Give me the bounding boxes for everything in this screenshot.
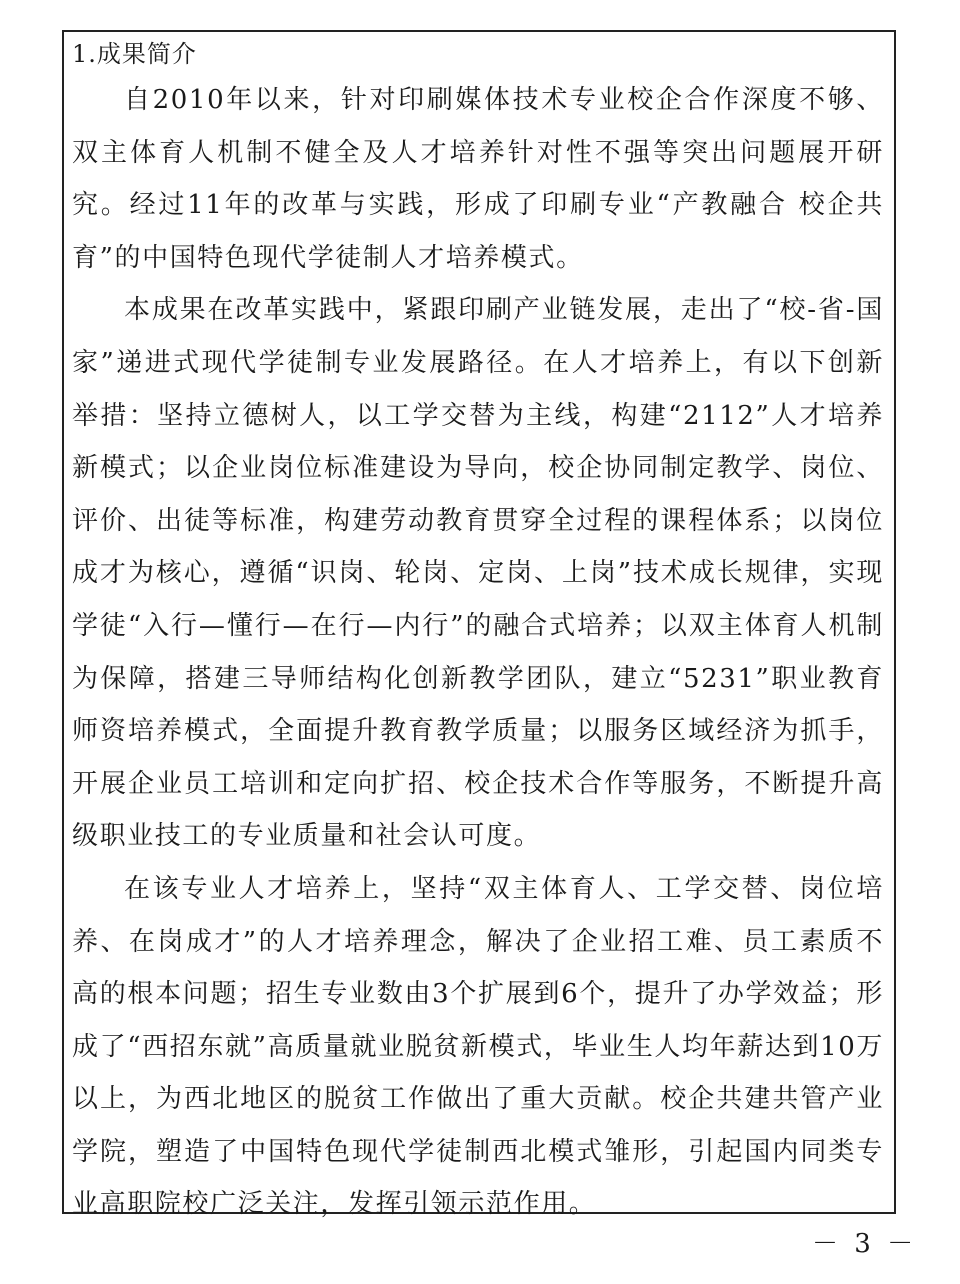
page-number: － 3 － (812, 1229, 918, 1259)
paragraph-1: 自2010年以来，针对印刷媒体技术专业校企合作深度不够、双主体育人机制不健全及人才培养针对性不强等突出问题展开研究。经过11年的改革与实践，形成了印刷专业“产教融合 校企共育”的中国特色现代学徒制人才培养模式。 (72, 85, 884, 273)
section-title: 1.成果简介 (72, 40, 197, 68)
paragraph-2: 本成果在改革实践中，紧跟印刷产业链发展，走出了“校-省-国家”递进式现代学徒制专业发展路径。在人才培养上，有以下创新举措：坚持立德树人，以工学交替为主线，构建“2112”人才培养新模式；以企业岗位标准建设为导向，校企协同制定教学、岗位、评价、出徒等标准，构建劳动教育贯穿全过程的课程体系；以岗位成才为核心，遵循“识岗、轮岗、定岗、上岗”技术成长规律，实现学徒“入行—懂行—在行—内行”的融合式培养；以双主体育人机制为保障，搭建三导师结构化创新教学团队，建立“5231”职业教育师资培养模式，全面提升教育教学质量；以服务区域经济为抓手，开展企业员工培训和定向扩招、校企技术合作等服务，不断提升高级职业技工的专业质量和社会认可度。 (72, 295, 884, 852)
document-body (72, 34, 884, 1231)
paragraph-3: 在该专业人才培养上，坚持“双主体育人、工学交替、岗位培养、在岗成才”的人才培养理念，解决了企业招工难、员工素质不高的根本问题；招生专业数由3个扩展到6个，提升了办学效益；形成了“西招东就”高质量就业脱贫新模式，毕业生人均年薪达到10万以上，为西北地区的脱贫工作做出了重大贡献。校企共建共管产业学院，塑造了中国特色现代学徒制西北模式雏形，引起国内同类专业高职院校广泛关注，发挥引领示范作用。 (72, 873, 884, 1220)
